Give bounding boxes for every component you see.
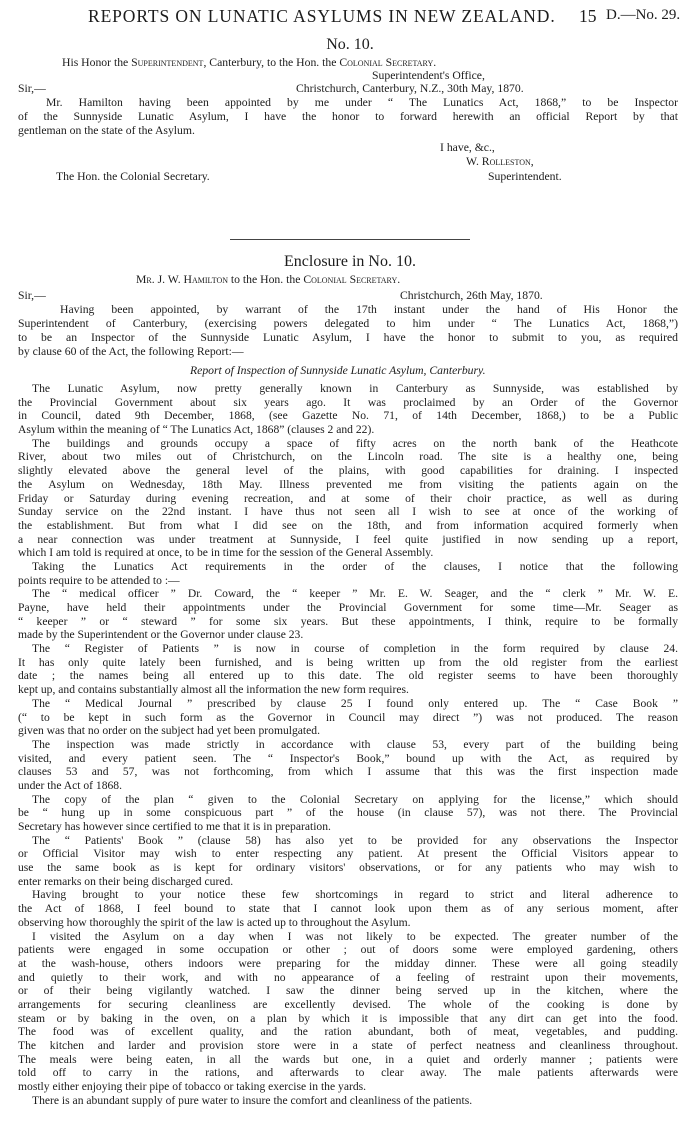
- report-title: Report of Inspection of Sunnyside Lunatic Asylum, Canterbury.: [190, 364, 486, 377]
- page-number: 15: [579, 6, 597, 26]
- report-line: Payne, have held their appointments under the Provincial Government for some time—Mr. Seager as: [18, 601, 678, 614]
- report-line: under the Act of 1868.: [18, 778, 122, 792]
- enclosure-middle: to the Hon. the: [230, 273, 301, 286]
- letter-body-line: gentleman on the state of the Asylum.: [18, 124, 195, 137]
- report-line: date ; the names being all entered up to this date. The old register seems to have been thoroughly: [18, 669, 678, 683]
- enclosure-sender: Mr. J. W. Hamilton: [136, 273, 228, 286]
- enclosure-address-line: [136, 273, 400, 287]
- address-colonial-secretary: Colonial Secretary: [339, 56, 434, 69]
- report-line: “ keeper ” or “ steward ” for some six years. But these appointments, I think, require to be formally: [18, 614, 678, 628]
- report-line: The Lunatic Asylum, now pretty generally known in Canterbury as Sunnyside, was established by: [32, 382, 678, 395]
- signature-name: W. Rolleston,: [466, 155, 534, 168]
- document-reference: D.—No. 29.: [606, 7, 681, 23]
- report-line: visited, and every patient seen. The “ Inspector's Book,” bound up with the Act, as required by: [18, 751, 678, 765]
- report-line: or Official Visitor may wish to enter respecting any patient. At present the Official Visitors appear to: [18, 847, 678, 861]
- report-line: Sunday service on the 22nd instant. I have thus not seen all I wish to see at once of the working of: [18, 505, 678, 519]
- address-middle: , Canterbury, to the Hon. the: [203, 56, 337, 69]
- enclosure-salutation: Sir,—: [18, 289, 46, 302]
- address-end: .: [433, 56, 437, 69]
- intro-line: Superintendent of Canterbury, (exercising powers delegated to him under “ The Lunatics Act, 1868,”): [18, 317, 678, 330]
- report-line: patients were engaged in some occupation or other ; out of doors some were employed gardening, others: [18, 943, 678, 957]
- report-line: observing how thoroughly the spirit of the law is acted up to throughout the Asylum.: [18, 915, 411, 929]
- report-line: which I am told is required at once, to be in time for the session of the General Assembly.: [18, 546, 434, 560]
- report-line: and quietly to their work, and with no appearance of a feeling of restraint upon their movements,: [18, 970, 678, 984]
- report-line: (“ to be kept in such form as the Governor in Council may direct ”) was not produced. The reason: [18, 710, 678, 724]
- report-line: given was that no order on the subject had yet been promulgated.: [18, 724, 320, 738]
- report-line: Secretary has however since certified to me that it is in preparation.: [18, 820, 331, 833]
- letter-body-line: of the Sunnyside Lunatic Asylum, I have the honor to forward herewith an official Report by that: [18, 110, 678, 123]
- report-line: It has only quite lately been furnished, and is being written up from the old register from the earliest: [18, 655, 678, 669]
- report-line: The “ Patients' Book ” (clause 58) has also yet to be provided for any observations the Inspector: [32, 833, 678, 847]
- report-line: The “ Register of Patients ” is now in course of completion in the form required by clause 24.: [32, 642, 678, 656]
- report-line: or of their being vigilantly watched. I saw the dinner being served up in the kitchen, where the: [18, 984, 678, 998]
- enclosure-recipient: Colonial Secretary: [303, 273, 398, 286]
- report-line: points require to be attended to :—: [18, 573, 180, 587]
- intro-line: to be an Inspector of the Sunnyside Lunatic Asylum, I have the honor to submit to you, as required: [18, 331, 678, 344]
- intro-line: by clause 60 of the Act, the following Report:—: [18, 345, 244, 358]
- report-line: a near connection was under treatment at Sunnyside, I feel quite justified in now sending up a report,: [18, 532, 678, 546]
- report-line: The copy of the plan “ given to the Colonial Secretary on applying for the license,” which should: [32, 792, 678, 806]
- report-line: The meals were being eaten, in all the wards but one, in a quiet and orderly manner ; patients were: [18, 1052, 678, 1066]
- address-text: His Honor the: [62, 56, 129, 69]
- enclosure-heading: Enclosure in No. 10.: [284, 253, 416, 270]
- report-line: Having brought to your notice these few shortcomings in regard to strict and literal adherence to: [32, 888, 678, 902]
- addressee: The Hon. the Colonial Secretary.: [56, 170, 210, 183]
- report-line: The buildings and grounds occupy a space of fifty acres on the north bank of the Heathcote: [32, 436, 678, 450]
- letter-address-line: [62, 56, 436, 70]
- report-line: told off to carry in the rations, and afterwards to clear away. The male patients afterwards were: [18, 1066, 678, 1080]
- enclosure-place-date: Christchurch, 26th May, 1870.: [400, 289, 543, 302]
- report-line: arrangements for securing cleanliness are excellently devised. The whole of the cooking is done by: [18, 997, 678, 1011]
- report-line: The kitchen and larder and provision store were in a state of perfect neatness and cleanliness throughout.: [18, 1039, 678, 1052]
- report-line: be “ hung up in some conspicuous part ” of the house (in clause 57), was not there. The Provincial: [18, 806, 678, 820]
- report-line: River, about two miles out of Christchurch, on the Lincoln road. The site is a healthy one, being: [18, 450, 678, 464]
- report-line: clauses 53 and 57, was not forthcoming, from which I assume that this was the first inspection made: [18, 765, 678, 779]
- salutation: Sir,—: [18, 82, 46, 95]
- report-line: Asylum within the meaning of “ The Lunatics Act, 1868” (clauses 2 and 22).: [18, 423, 375, 437]
- report-line: the Provincial Government about six years ago. It was proclaimed by an Order of the Governor: [18, 395, 678, 409]
- report-body: [18, 382, 678, 1107]
- report-line: There is an abundant supply of pure water to insure the comfort and cleanliness of the patients.: [32, 1093, 473, 1107]
- report-line: at the wash-house, others indoors were preparing for the midday dinner. These were all going steadily: [18, 956, 678, 970]
- report-line: slightly elevated above the general level of the plains, with good capabilities for draining. I inspected: [18, 464, 678, 478]
- closing: I have, &c.,: [440, 141, 495, 154]
- section-divider: [230, 239, 470, 240]
- report-line: in Council, dated 9th December, 1868, (see Gazette No. 71, of 14th December, 1868,) to be a Public: [18, 409, 678, 423]
- report-line: the Act of 1868, I feel bound to state that I cannot look upon them as of any serious moment, after: [18, 902, 678, 916]
- office-line: Superintendent's Office,: [372, 69, 485, 82]
- report-line: I visited the Asylum on a day when I was not likely to be expected. The greater number of the: [32, 929, 678, 943]
- place-date: Christchurch, Canterbury, N.Z., 30th May, 1870.: [296, 82, 524, 95]
- report-line: The inspection was made strictly in accordance with clause 53, every part of the building being: [32, 737, 678, 751]
- letter-number-heading: No. 10.: [326, 36, 374, 53]
- report-line: made by the Superintendent or the Governor under clause 23.: [18, 628, 304, 642]
- enclosure-end: .: [397, 273, 401, 286]
- report-line: Taking the Lunatics Act requirements in the order of the clauses, I notice that the following: [32, 559, 678, 573]
- intro-line: Having been appointed, by warrant of the 17th instant under the hand of His Honor the: [60, 303, 678, 316]
- signature: [466, 155, 534, 169]
- report-line: Friday or Saturday during evening recreation, and at some of their choir practice, as well as during: [18, 491, 678, 505]
- report-line: The food was of excellent quality, and the ration abundant, both of meat, vegetables, and pudding.: [18, 1025, 678, 1039]
- letter-body-line: Mr. Hamilton having been appointed by me under “ The Lunatics Act, 1868,” to be Inspector: [46, 96, 678, 109]
- report-line: The “ Medical Journal ” prescribed by clause 25 I found only entered up. The “ Case Book ”: [32, 696, 678, 710]
- report-line: mostly either enjoying their pipe of tobacco or taking exercise in the yards.: [18, 1080, 367, 1094]
- report-line: The “ medical officer ” Dr. Coward, the “ keeper ” Mr. E. W. Seager, and the “ clerk ” Mr. W. E.: [32, 587, 678, 601]
- address-superintendent: Superintendent: [131, 56, 204, 69]
- report-line: the Asylum on Wednesday, 18th May. Illness prevented me from visiting the patients again on the: [18, 477, 678, 491]
- report-line: the establishment. But from what I did see on the 18th, and from information acquired formerly when: [18, 518, 678, 532]
- running-head: [0, 0, 700, 36]
- report-line: use the same book as is kept for ordinary visitors' observations, or for any patients who may wish to: [18, 861, 678, 875]
- report-line: enter remarks on their being discharged cured.: [18, 874, 234, 888]
- running-head-title: REPORTS ON LUNATIC ASYLUMS IN NEW ZEALAND.: [88, 6, 556, 26]
- signature-title: Superintendent.: [488, 170, 562, 183]
- report-line: steam or by baking in the oven, on a plan by which it is impossible that any dirt can get into the food.: [18, 1011, 678, 1025]
- report-line: kept up, and contains substantially almost all the information the new form requires.: [18, 683, 409, 697]
